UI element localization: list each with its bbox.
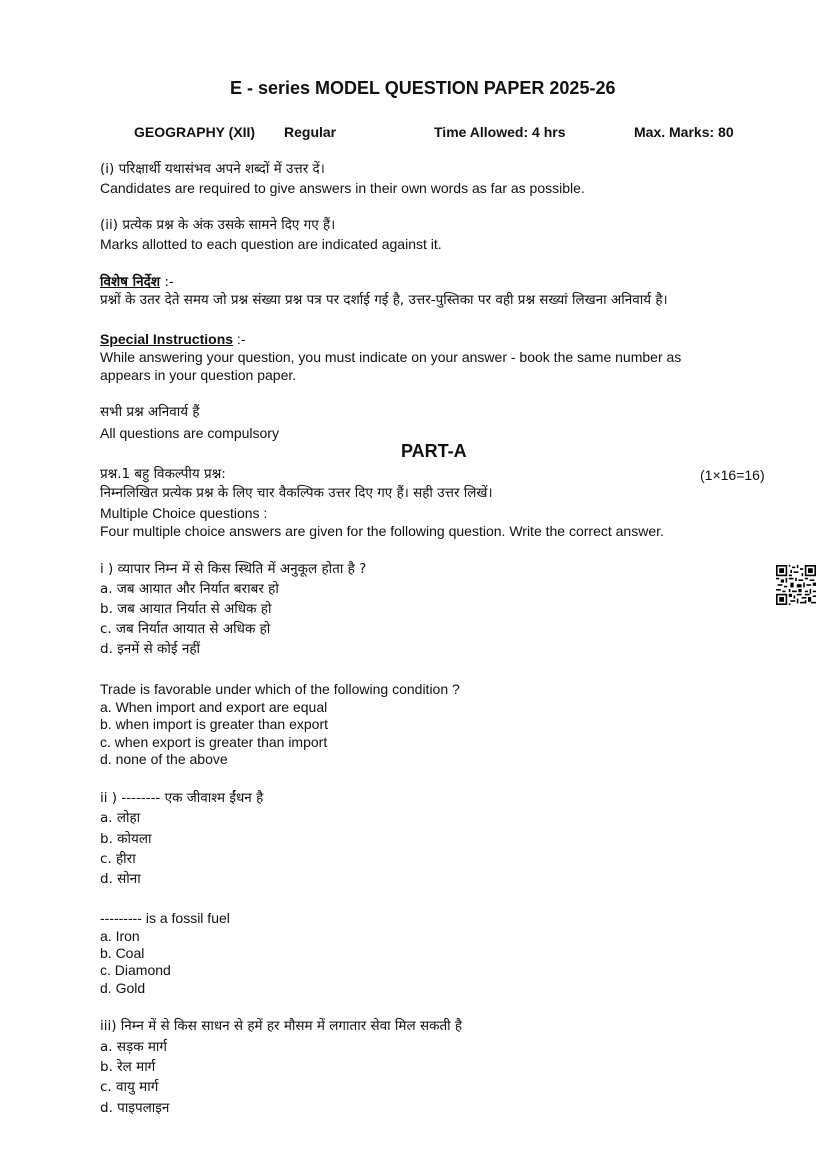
option-b: b. Coal (100, 945, 145, 961)
special-instructions-hindi-heading (100, 273, 174, 291)
option-d: d. इनमें से कोई नहीं (100, 641, 200, 657)
exam-type-label: Regular (284, 124, 337, 140)
option-a: a. सड़क मार्ग (100, 1039, 168, 1055)
q1-instruction-hindi: निम्नलिखित प्रत्येक प्रश्न के लिए चार वैकल्पिक उत्तर दिए गए हैं। सही उत्तर लिखें। (100, 485, 493, 501)
q1-label-hindi: प्रश्न.1 बहु विकल्पीय प्रश्न: (100, 466, 226, 482)
option-b: b. when import is greater than export (100, 716, 329, 732)
option-b: b. जब आयात निर्यात से अधिक हो (100, 601, 272, 617)
special-instructions-english-line1: While answering your question, you must indicate on your answer - book the same number as (100, 349, 682, 365)
option-d: d. सोना (100, 871, 141, 887)
question-ii-english: --------- is a fossil fuel (100, 910, 230, 926)
option-d: d. Gold (100, 980, 146, 996)
question-i-hindi: i ) व्यापार निम्न में से किस स्थिति में अनुकूल होता है ? (100, 561, 367, 577)
instruction-ii-hindi: (ii) प्रत्येक प्रश्न के अंक उसके सामने दिए गए हैं। (100, 217, 336, 233)
option-a: a. When import and export are equal (100, 699, 328, 715)
instruction-i-hindi: (i) परिक्षार्थी यथासंभव अपने शब्दों में उत्तर दें। (100, 161, 325, 177)
instruction-ii-english: Marks allotted to each question are indicated against it. (100, 236, 442, 252)
q1-label-english: Multiple Choice questions : (100, 505, 268, 521)
subject-label: GEOGRAPHY (XII) (134, 124, 256, 140)
special-hi-heading-suffix: :- (160, 274, 174, 290)
question-ii-hindi: ii ) -------- एक जीवाश्म ईंधन है (100, 790, 264, 806)
special-instructions-hindi-text: प्रश्नों के उतर देते समय जो प्रश्न संख्या प्रश्न पत्र पर दर्शाई गई है, उत्तर-पुस्तिका पर वही प्रश्न सख्यां लिखना अनिवार्य है। (100, 292, 668, 308)
option-d: d. none of the above (100, 751, 228, 767)
option-a: a. जब आयात और निर्यात बराबर हो (100, 581, 279, 597)
option-a: a. लोहा (100, 810, 141, 826)
option-a: a. Iron (100, 928, 140, 944)
question-iii-hindi: iii) निम्न में से किस साधन से हमें हर मौसम में लगातार सेवा मिल सकती है (100, 1018, 463, 1034)
instruction-i-english: Candidates are required to give answers in their own words as far as possible. (100, 180, 585, 196)
special-instructions-english-heading (100, 331, 246, 348)
special-instructions-english-line2: appears in your question paper. (100, 367, 297, 383)
special-en-heading-text: Special Instructions (100, 331, 234, 347)
part-a-heading: PART-A (401, 441, 467, 461)
option-b: b. रेल मार्ग (100, 1059, 156, 1075)
special-hi-heading-text: विशेष निर्देश (100, 274, 161, 290)
compulsory-hindi: सभी प्रश्न अनिवार्य हैं (100, 404, 200, 420)
option-d: d. पाइपलाइन (100, 1100, 170, 1116)
paper-title: E - series MODEL QUESTION PAPER 2025-26 (230, 78, 616, 98)
time-allowed-label: Time Allowed: 4 hrs (434, 124, 566, 140)
qr-code-icon (776, 565, 816, 605)
option-c: c. जब निर्यात आयात से अधिक हो (100, 621, 271, 637)
option-c: c. हीरा (100, 851, 136, 867)
option-c: c. when export is greater than import (100, 734, 328, 750)
q1-instruction-english: Four multiple choice answers are given for the following question. Write the correct answer. (100, 523, 664, 539)
option-c: c. वायु मार्ग (100, 1079, 159, 1095)
option-c: c. Diamond (100, 962, 171, 978)
special-en-heading-suffix: :- (233, 331, 246, 347)
compulsory-english: All questions are compulsory (100, 425, 279, 441)
max-marks-label: Max. Marks: 80 (634, 124, 734, 140)
question-i-english: Trade is favorable under which of the following condition ? (100, 681, 460, 697)
q1-marks: (1×16=16) (700, 467, 765, 483)
option-b: b. कोयला (100, 831, 152, 847)
